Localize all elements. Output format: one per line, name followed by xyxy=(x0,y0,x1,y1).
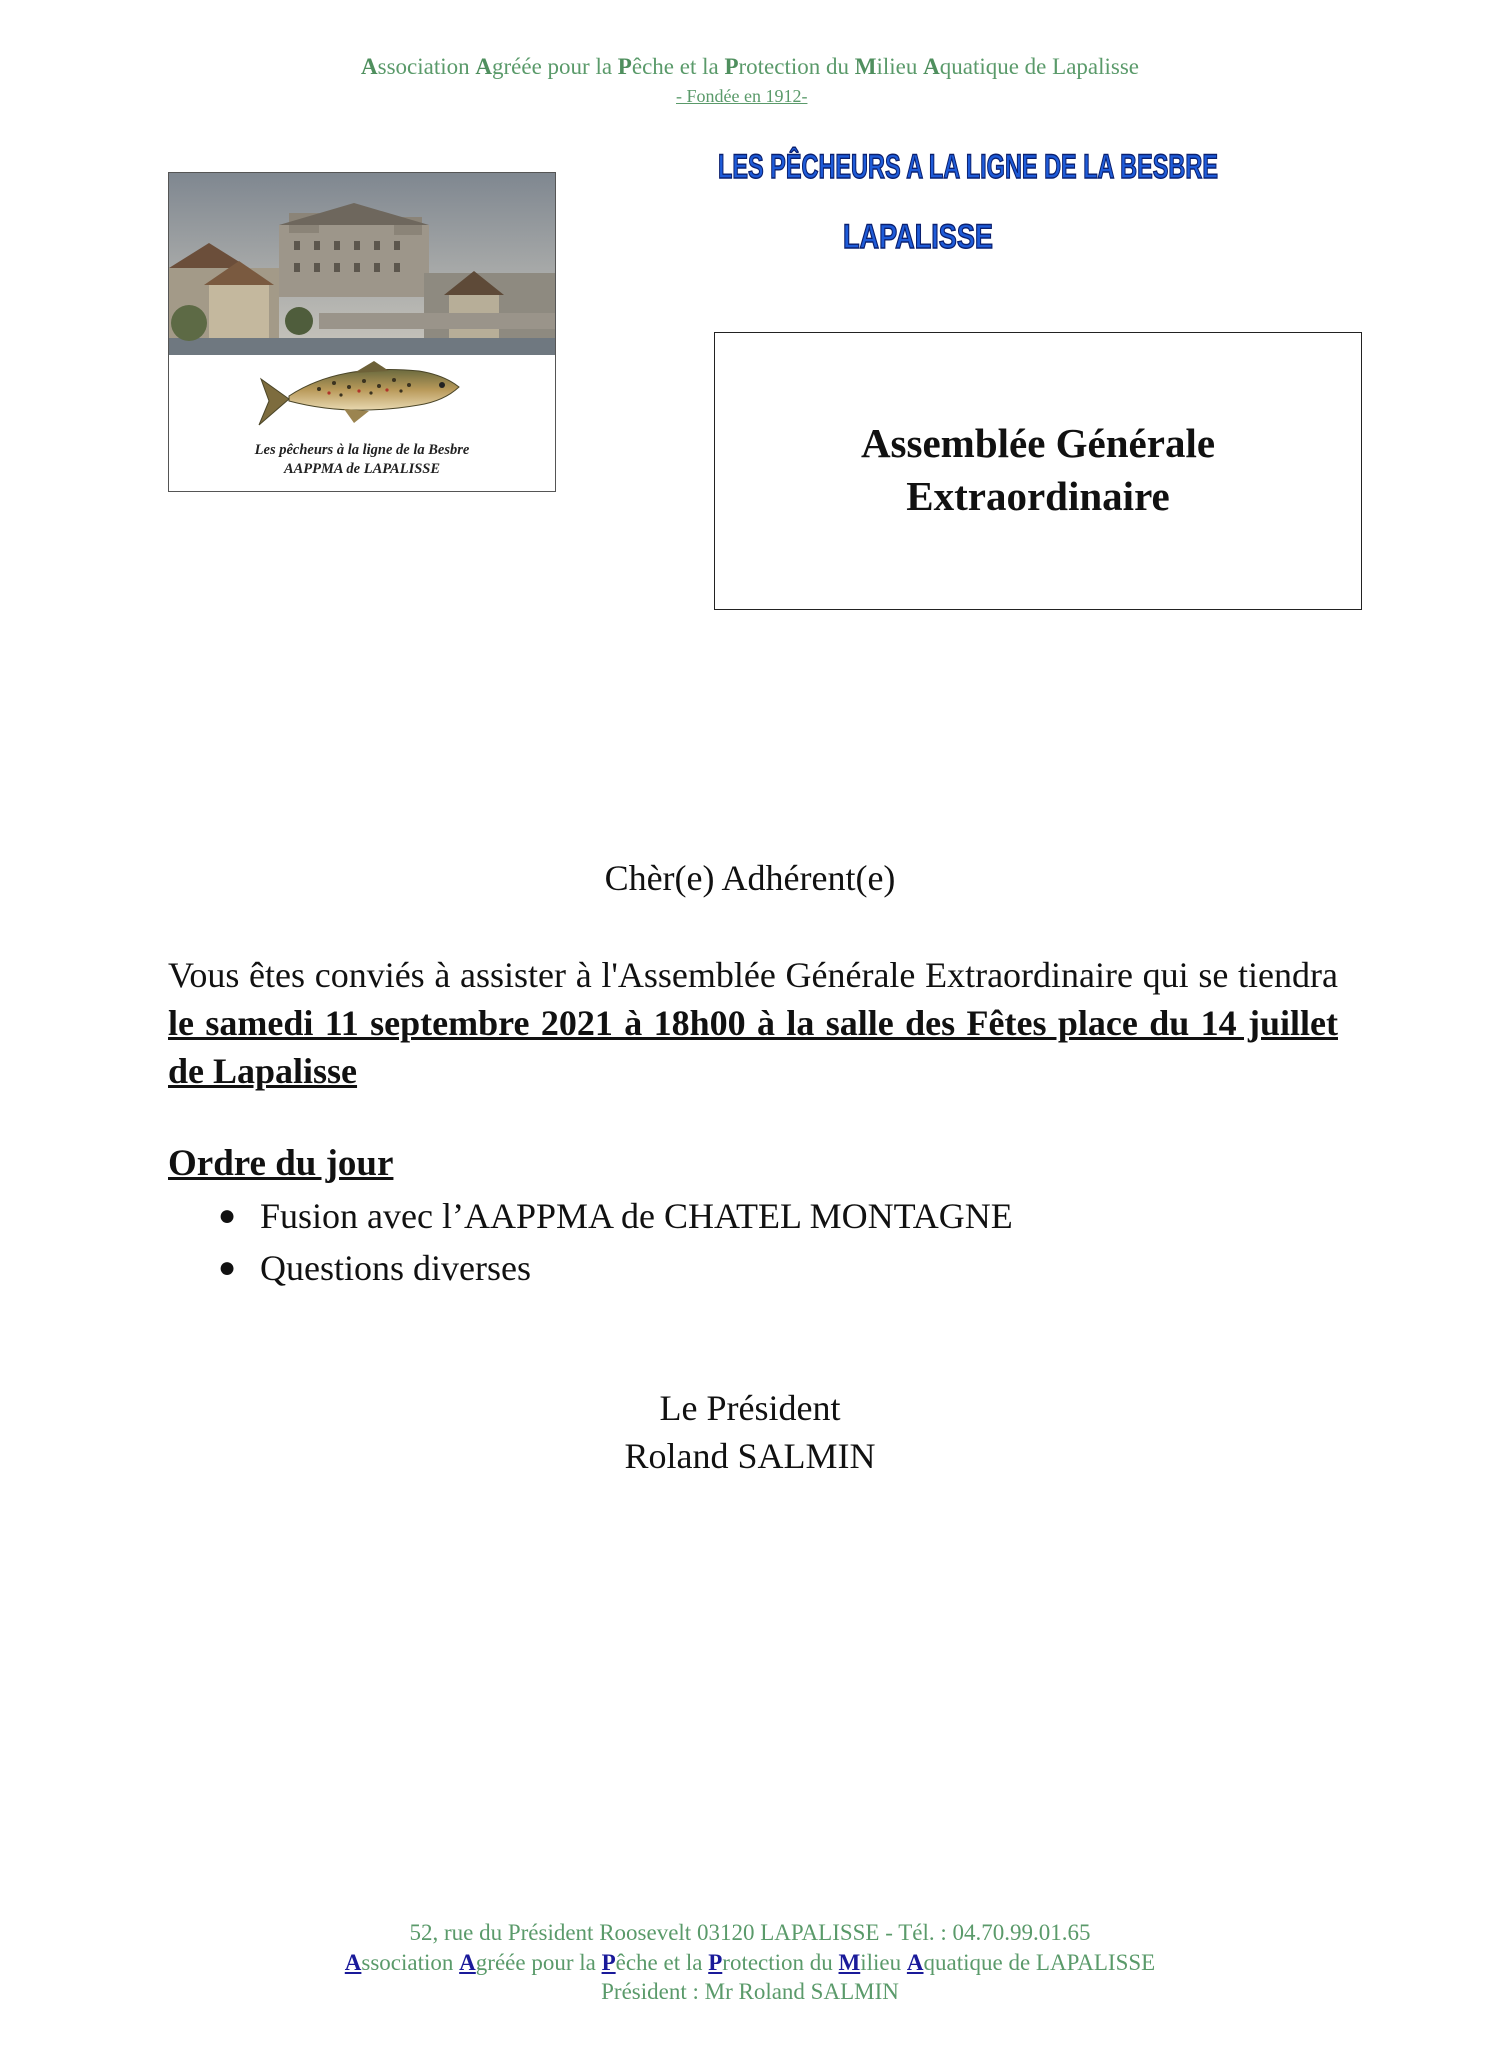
signature-role: Le Président xyxy=(659,1388,841,1428)
text-segment: quatique de LAPALISSE xyxy=(923,1949,1156,1975)
footer-president: Président : Mr Roland SALMIN xyxy=(601,1979,899,2004)
bullet-icon: ● xyxy=(218,1199,237,1232)
meeting-date-location: le samedi 11 septembre 2021 à 18h00 à la salle des Fêtes place du 14 juillet de Lapalisse xyxy=(168,1003,1338,1091)
document-title xyxy=(715,417,1361,523)
agenda-item-text: Fusion avec l’AAPPMA de CHATEL MONTAGNE xyxy=(260,1196,1013,1236)
footer-address: 52, rue du Président Roosevelt 03120 LAPALISSE - Tél. : 04.70.99.01.65 xyxy=(409,1920,1091,1945)
footer-association-line xyxy=(0,1948,1500,1978)
initial-letter: P xyxy=(708,1949,723,1975)
initial-letter: P xyxy=(617,54,632,79)
text-segment: rotection du xyxy=(738,54,855,79)
initial-letter: A xyxy=(906,1949,924,1975)
text-segment: ilieu xyxy=(860,1949,907,1975)
title-box xyxy=(714,332,1362,610)
initial-letter: P xyxy=(724,54,739,79)
initial-letter: P xyxy=(601,1949,616,1975)
initial-letter: M xyxy=(838,1949,861,1975)
text-segment: rotection du xyxy=(722,1949,839,1975)
text-segment: ilieu xyxy=(876,54,924,79)
initial-letter: A xyxy=(923,54,940,79)
founded-date: - Fondée en 1912- xyxy=(676,86,808,106)
banner-line1: LES PÊCHEURS A LA LIGNE DE LA BESBRE xyxy=(718,148,1218,186)
association-logo xyxy=(168,172,556,492)
text-segment: gréée pour la xyxy=(492,54,618,79)
text-segment: ssociation xyxy=(361,1949,460,1975)
footer xyxy=(0,1918,1500,2007)
text-segment: êche et la xyxy=(615,1949,709,1975)
logo-caption-line2: AAPPMA de LAPALISSE xyxy=(283,461,441,477)
banner-line2: LAPALISSE xyxy=(843,218,993,256)
initial-letter: A xyxy=(459,1949,476,1975)
agenda-item xyxy=(168,1190,1013,1242)
agenda-item-text: Questions diverses xyxy=(260,1248,531,1288)
title-line1: Assemblée Générale xyxy=(860,420,1216,466)
logo-caption-line1: Les pêcheurs à la ligne de la Besbre xyxy=(254,442,470,458)
agenda-item xyxy=(168,1242,1013,1294)
initial-letter: A xyxy=(475,54,492,79)
logo-caption xyxy=(169,441,555,479)
signature-block xyxy=(0,1384,1500,1480)
agenda-list xyxy=(168,1190,1013,1294)
header-association-line xyxy=(0,54,1500,80)
title-line2: Extraordinaire xyxy=(906,473,1170,519)
agenda-heading: Ordre du jour xyxy=(168,1143,394,1184)
club-banner xyxy=(708,128,1228,268)
initial-letter: A xyxy=(361,54,378,79)
text-segment: gréée pour la xyxy=(475,1949,602,1975)
text-segment: quatique de Lapalisse xyxy=(939,54,1139,79)
invitation-paragraph xyxy=(168,951,1338,1095)
invitation-text: Vous êtes conviés à assister à l'Assemblée Générale Extraordinaire qui se tiendra xyxy=(168,955,1338,995)
signature-name: Roland SALMIN xyxy=(624,1436,876,1476)
bullet-icon: ● xyxy=(218,1251,237,1284)
greeting: Chèr(e) Adhérent(e) xyxy=(604,858,896,898)
text-segment: ssociation xyxy=(377,54,476,79)
initial-letter: M xyxy=(854,54,877,79)
initial-letter: A xyxy=(344,1949,362,1975)
text-segment: êche et la xyxy=(631,54,725,79)
